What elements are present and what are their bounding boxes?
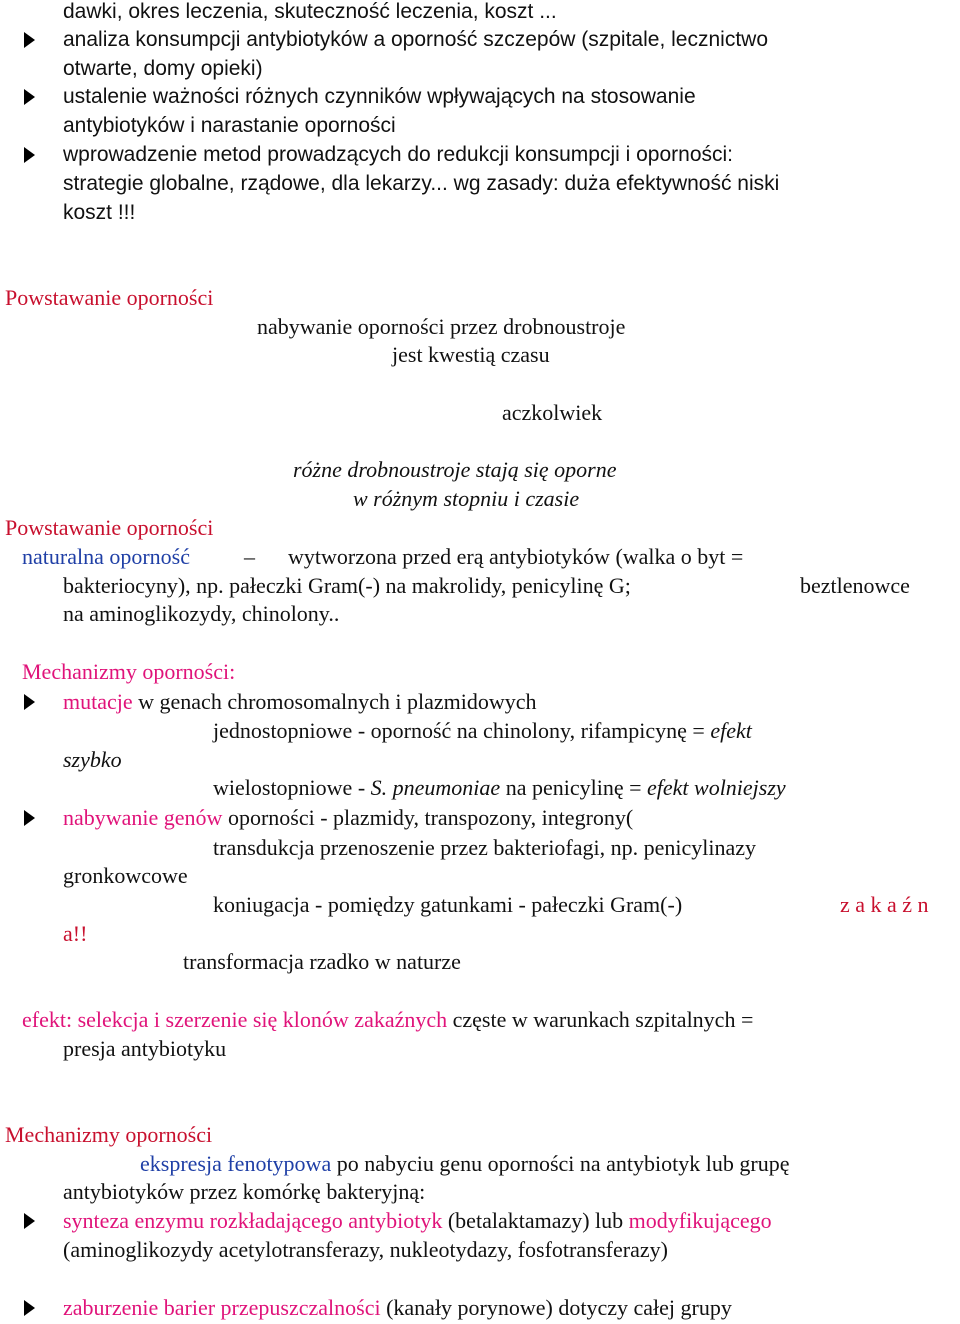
intro-bullet-4-line-1: wprowadzenie metod prowadzących do redukcji konsumpcji i oporności:: [63, 143, 734, 166]
barrier-line: [63, 1294, 732, 1322]
effect-term: efekt: selekcja i szerzenie się klonów zakaźnych: [22, 1007, 448, 1032]
section-title-mechanizmy-1: Mechanizmy oporności:: [22, 659, 236, 684]
section-title-powstawanie-1: Powstawanie oporności: [5, 285, 214, 310]
effect-line-2: presja antybiotyku: [63, 1036, 227, 1061]
effect-rest: częste w warunkach szpitalnych =: [447, 1007, 754, 1032]
mech-1-term: mutacje: [63, 689, 133, 714]
bullet-arrow-icon: [24, 147, 35, 163]
mech-1-a-em: efekt: [710, 718, 752, 743]
mech-2-rest: oporności - plazmidy, transpozony, integrony(: [222, 805, 634, 830]
barrier-rest: (kanały porynowe) dotyczy całej grupy: [380, 1295, 732, 1320]
bullet-arrow-icon: [24, 810, 35, 826]
mech-1-a: [213, 717, 752, 745]
mech-1-a-text: jednostopniowe - oporność na chinolony, rifampicynę =: [213, 718, 711, 743]
bullet-arrow-icon: [24, 1300, 35, 1316]
expression-rest: po nabyciu genu oporności na antybiotyk lub grupę: [331, 1151, 790, 1176]
mech-1-c-em: efekt wolniejszy: [647, 775, 786, 800]
mech-1-rest: w genach chromosomalnych i plazmidowych: [132, 689, 537, 714]
sec1-line-3: aczkolwiek: [502, 400, 603, 425]
synthesis-mid: (betalaktamazy) lub: [442, 1208, 629, 1233]
section-title-mechanizmy-2: Mechanizmy oporności: [5, 1122, 213, 1147]
sec2-line-2: bakteriocyny), np. pałeczki Gram(-) na makrolidy, penicylinę G;: [63, 573, 631, 598]
synthesis-term-2: modyfikującego: [628, 1208, 772, 1233]
sec1-line-1: nabywanie oporności przez drobnoustroje: [257, 314, 626, 339]
bullet-arrow-icon: [24, 1213, 35, 1229]
intro-bullet-4-line-3: koszt !!!: [63, 201, 136, 224]
intro-bullet-3-line-2: antybiotyków i narastanie oporności: [63, 114, 396, 137]
bullet-arrow-icon: [24, 32, 35, 48]
mech-1-c-text: wielostopniowe -: [213, 775, 371, 800]
dash: –: [244, 544, 255, 569]
mech-2-d: a!!: [63, 921, 88, 946]
expression-line-2: antybiotyków przez komórkę bakteryjną:: [63, 1179, 426, 1204]
mech-2-term: nabywanie genów: [63, 805, 223, 830]
effect-line: [22, 1006, 753, 1034]
sec2-line-3: na aminoglikozydy, chinolony..: [63, 601, 340, 626]
mech-2-e: transformacja rzadko w naturze: [183, 949, 461, 974]
mech-2-b: gronkowcowe: [63, 863, 188, 888]
mech-1-c-species: S. pneumoniae: [370, 775, 501, 800]
mech-1-c-text-2: na penicylinę =: [500, 775, 647, 800]
sec1-line-2: jest kwestią czasu: [392, 342, 550, 367]
mech-2-line: [63, 804, 633, 832]
bullet-arrow-icon: [24, 89, 35, 105]
synthesis-line: [63, 1207, 772, 1235]
sec2-term-naturalna: naturalna oporność: [22, 544, 190, 569]
sec2-line-2b: beztlenowce: [800, 573, 910, 598]
intro-bullet-3-line-1: ustalenie ważności różnych czynników wpływających na stosowanie: [63, 85, 696, 108]
synthesis-line-2: (aminoglikozydy acetylotransferazy, nukleotydazy, fosfotransferazy): [63, 1237, 668, 1262]
mech-1-c: [213, 774, 786, 802]
intro-line-1: dawki, okres leczenia, skuteczność leczenia, koszt ...: [63, 0, 557, 23]
section-title-powstawanie-2: Powstawanie oporności: [5, 515, 214, 540]
mech-2-c: koniugacja - pomiędzy gatunkami - pałeczki Gram(-): [213, 892, 683, 917]
intro-bullet-4-line-2: strategie globalne, rządowe, dla lekarzy... wg zasady: duża efektywność niski: [63, 172, 780, 195]
mech-2-a: transdukcja przenoszenie przez bakteriofagi, np. penicylinazy: [213, 835, 757, 860]
intro-bullet-2-line-2: otwarte, domy opieki): [63, 57, 263, 80]
barrier-term: zaburzenie barier przepuszczalności: [63, 1295, 381, 1320]
intro-bullet-2-line-1: analiza konsumpcji antybiotyków a oporność szczepów (szpitale, lecznictwo: [63, 28, 768, 51]
bullet-arrow-icon: [24, 694, 35, 710]
expression-line: [140, 1150, 789, 1178]
expression-term: ekspresja fenotypowa: [140, 1151, 332, 1176]
mech-2-c-red: z a k a ź n: [840, 892, 929, 917]
mech-1-line: [63, 688, 536, 716]
synthesis-term: synteza enzymu rozkładającego antybiotyk: [63, 1208, 443, 1233]
mech-1-b: szybko: [63, 747, 122, 772]
sec1-line-5: w różnym stopniu i czasie: [353, 486, 580, 511]
sec1-line-4: różne drobnoustroje stają się oporne: [293, 457, 617, 482]
sec2-line-1-rest: wytworzona przed erą antybiotyków (walka o byt =: [288, 544, 744, 569]
